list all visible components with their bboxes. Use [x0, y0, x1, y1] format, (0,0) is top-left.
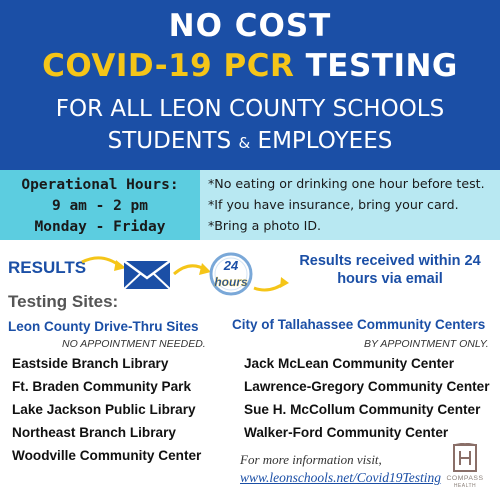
- site-jack-mclean-community-center: Jack McLean Community Center: [244, 356, 455, 371]
- compass-health-logo-icon: [452, 443, 478, 473]
- results-note: Results received within 24 hours via email: [299, 253, 481, 287]
- envelope-icon: [124, 261, 170, 289]
- site-woodville-community-center: Woodville Community Center: [12, 448, 202, 463]
- site-walker-ford-community-center: Walker-Ford Community Center: [244, 425, 449, 440]
- logo-sub: HEALTH: [453, 483, 477, 489]
- headline-employees: EMPLOYEES: [257, 128, 393, 154]
- site-eastside-branch-library: Eastside Branch Library: [12, 356, 169, 371]
- site-lake-jackson-public-library: Lake Jackson Public Library: [12, 402, 196, 417]
- testing-sites-title: Testing Sites:: [8, 292, 119, 311]
- city-centers-title: City of Tallahassee Community Centers: [232, 317, 486, 332]
- site-sue-h-mccollum-community-center: Sue H. McCollum Community Center: [244, 402, 481, 417]
- hours-time: 9 am - 2 pm: [51, 198, 149, 214]
- site-northeast-branch-library: Northeast Branch Library: [12, 425, 176, 440]
- badge-hours: hours: [214, 275, 248, 289]
- headline-covid-pcr: COVID-19 PCR: [42, 48, 295, 84]
- site-lawrence-gregory-community-center: Lawrence-Gregory Community Center: [244, 379, 490, 394]
- badge-number: 24: [223, 258, 239, 273]
- compass-health-logo-text: [440, 475, 490, 489]
- headline-covid-testing: [0, 48, 500, 84]
- more-info-link[interactable]: www.leonschools.net/Covid19Testing: [240, 470, 442, 485]
- logo-name: COMPASS: [446, 475, 484, 482]
- more-info-text: For more information visit,: [240, 452, 382, 467]
- hours-days: Monday - Friday: [34, 219, 166, 235]
- headline-students-employees: [0, 128, 500, 154]
- site-ft-braden-community-park: Ft. Braden Community Park: [12, 379, 192, 394]
- hours-title: Operational Hours:: [21, 177, 179, 193]
- rule-no-eating: *No eating or drinking one hour before test.: [208, 176, 485, 191]
- arrow-icon: [82, 258, 120, 266]
- results-label: RESULTS: [8, 258, 87, 277]
- arrow-head-icon-3: [280, 277, 289, 288]
- headline-testing: TESTING: [305, 48, 458, 84]
- results-graphic: [80, 252, 290, 296]
- city-centers-note: BY APPOINTMENT ONLY.: [364, 338, 489, 350]
- headline-schools: FOR ALL LEON COUNTY SCHOOLS: [55, 96, 445, 122]
- leon-county-sites-title: Leon County Drive-Thru Sites: [8, 319, 199, 334]
- rule-insurance: *If you have insurance, bring your card.: [208, 197, 459, 212]
- headline-no-cost: NO COST: [168, 8, 332, 44]
- clock-badge-icon: [211, 254, 251, 294]
- leon-county-sites-note: NO APPOINTMENT NEEDED.: [62, 338, 206, 350]
- headline-ampersand: &: [238, 134, 251, 152]
- rule-photo-id: *Bring a photo ID.: [208, 218, 322, 233]
- arrow-head-icon-2: [199, 263, 211, 275]
- headline-students: STUDENTS: [107, 128, 232, 154]
